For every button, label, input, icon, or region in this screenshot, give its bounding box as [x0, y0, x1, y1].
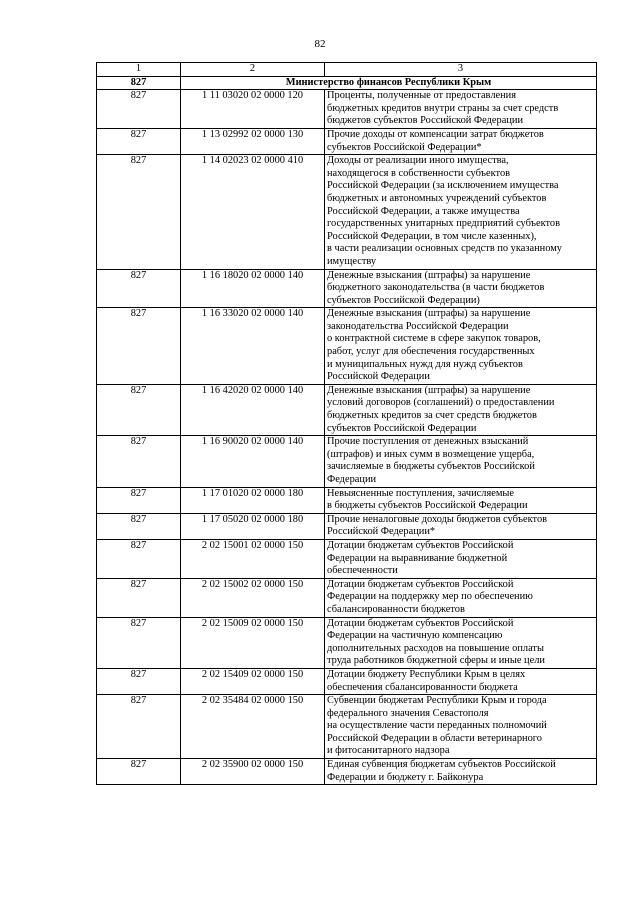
- table-row: [97, 617, 597, 668]
- revenue-code-cell: 1 13 02992 02 0000 130: [181, 128, 325, 154]
- table-row: [97, 384, 597, 435]
- revenue-description-cell: Денежные взыскания (штрафы) за нарушение условий договоров (соглашений) о предоставлении бюджетных кредитов за счет средств бюджетов субъектов Российской Федерации: [325, 384, 597, 435]
- admin-code-cell: 827: [97, 436, 181, 487]
- table-header-row: [97, 63, 597, 77]
- budget-revenue-table: [96, 62, 597, 785]
- revenue-code-cell: 1 14 02023 02 0000 410: [181, 155, 325, 269]
- admin-code-cell: 827: [97, 384, 181, 435]
- revenue-code-cell: 2 02 35484 02 0000 150: [181, 695, 325, 759]
- revenue-description-cell: Дотации бюджетам субъектов Российской Федерации на частичную компенсацию дополнительных расходов на повышение оплаты труда работников бюджетной сферы и иные цели: [325, 617, 597, 668]
- revenue-code-cell: 1 17 05020 02 0000 180: [181, 513, 325, 539]
- table-row: [97, 487, 597, 513]
- header-cell-1: 1: [97, 63, 181, 77]
- admin-code-cell: 827: [97, 269, 181, 308]
- revenue-code-cell: 1 17 01020 02 0000 180: [181, 487, 325, 513]
- admin-code-cell: 827: [97, 578, 181, 617]
- revenue-code-cell: 1 16 18020 02 0000 140: [181, 269, 325, 308]
- table-row: [97, 436, 597, 487]
- revenue-code-cell: 1 11 03020 02 0000 120: [181, 90, 325, 129]
- revenue-description-cell: Доходы от реализации иного имущества, находящегося в собственности субъектов Российской Федерации (за исключением имущества бюджетных и автономных учреждений субъектов Российской Федерации, а также имущества государственных унитарных предприятий субъектов Российской Федерации, в том числе казенных), в части реализации основных средств по указанному имуществу: [325, 155, 597, 269]
- table-row: [97, 668, 597, 694]
- revenue-code-cell: 1 16 33020 02 0000 140: [181, 308, 325, 385]
- admin-code-cell: 827: [97, 90, 181, 129]
- header-cell-3: 3: [325, 63, 597, 77]
- revenue-code-cell: 1 16 42020 02 0000 140: [181, 384, 325, 435]
- revenue-description-cell: Проценты, полученные от предоставления бюджетных кредитов внутри страны за счет средств бюджетов субъектов Российской Федерации: [325, 90, 597, 129]
- table-row: [97, 128, 597, 154]
- table-row: [97, 155, 597, 269]
- admin-code-cell: 827: [97, 128, 181, 154]
- revenue-code-cell: 2 02 35900 02 0000 150: [181, 759, 325, 785]
- page-number: 82: [314, 38, 326, 50]
- revenue-code-cell: 2 02 15002 02 0000 150: [181, 578, 325, 617]
- revenue-description-cell: Невыясненные поступления, зачисляемые в бюджеты субъектов Российской Федерации: [325, 487, 597, 513]
- revenue-code-cell: 1 16 90020 02 0000 140: [181, 436, 325, 487]
- revenue-code-cell: 2 02 15409 02 0000 150: [181, 668, 325, 694]
- revenue-description-cell: Субвенции бюджетам Республики Крым и города федерального значения Севастополя на осуществление части переданных полномочий Российской Федерации в области ветеринарного и фитосанитарного надзора: [325, 695, 597, 759]
- header-cell-2: 2: [181, 63, 325, 77]
- revenue-code-cell: 2 02 15009 02 0000 150: [181, 617, 325, 668]
- revenue-description-cell: Дотации бюджетам субъектов Российской Федерации на выравнивание бюджетной обеспеченности: [325, 539, 597, 578]
- table-row: [97, 695, 597, 759]
- table-row: [97, 539, 597, 578]
- table-row: [97, 90, 597, 129]
- revenue-description-cell: Дотации бюджетам субъектов Российской Федерации на поддержку мер по обеспечению сбалансированности бюджетов: [325, 578, 597, 617]
- revenue-description-cell: Единая субвенция бюджетам субъектов Российской Федерации и бюджету г. Байконура: [325, 759, 597, 785]
- revenue-description-cell: Прочие доходы от компенсации затрат бюджетов субъектов Российской Федерации*: [325, 128, 597, 154]
- admin-code-cell: 827: [97, 668, 181, 694]
- revenue-description-cell: Прочие неналоговые доходы бюджетов субъектов Российской Федерации*: [325, 513, 597, 539]
- admin-code-cell: 827: [97, 308, 181, 385]
- admin-code-cell: 827: [97, 155, 181, 269]
- admin-code-cell: 827: [97, 695, 181, 759]
- revenue-description-cell: Денежные взыскания (штрафы) за нарушение бюджетного законодательства (в части бюджетов субъектов Российской Федерации): [325, 269, 597, 308]
- admin-code-cell: 827: [97, 759, 181, 785]
- revenue-description-cell: Денежные взыскания (штрафы) за нарушение законодательства Российской Федерации о контрактной системе в сфере закупок товаров, работ, услуг для обеспечения государственных и муниципальных нужд для нужд субъектов Российской Федерации: [325, 308, 597, 385]
- admin-code-cell: 827: [97, 487, 181, 513]
- table-row: [97, 269, 597, 308]
- table-row: [97, 513, 597, 539]
- table-row: [97, 308, 597, 385]
- admin-code-cell: 827: [97, 513, 181, 539]
- table-row: [97, 759, 597, 785]
- ministry-row: [97, 76, 597, 90]
- revenue-description-cell: Дотации бюджету Республики Крым в целях обеспечения сбалансированности бюджета: [325, 668, 597, 694]
- admin-code-cell: 827: [97, 617, 181, 668]
- revenue-code-cell: 2 02 15001 02 0000 150: [181, 539, 325, 578]
- ministry-code: 827: [97, 76, 181, 90]
- ministry-name: Министерство финансов Республики Крым: [181, 76, 597, 90]
- revenue-description-cell: Прочие поступления от денежных взысканий (штрафов) и иных сумм в возмещение ущерба, зачисляемые в бюджеты субъектов Российской Федерации: [325, 436, 597, 487]
- table-row: [97, 578, 597, 617]
- admin-code-cell: 827: [97, 539, 181, 578]
